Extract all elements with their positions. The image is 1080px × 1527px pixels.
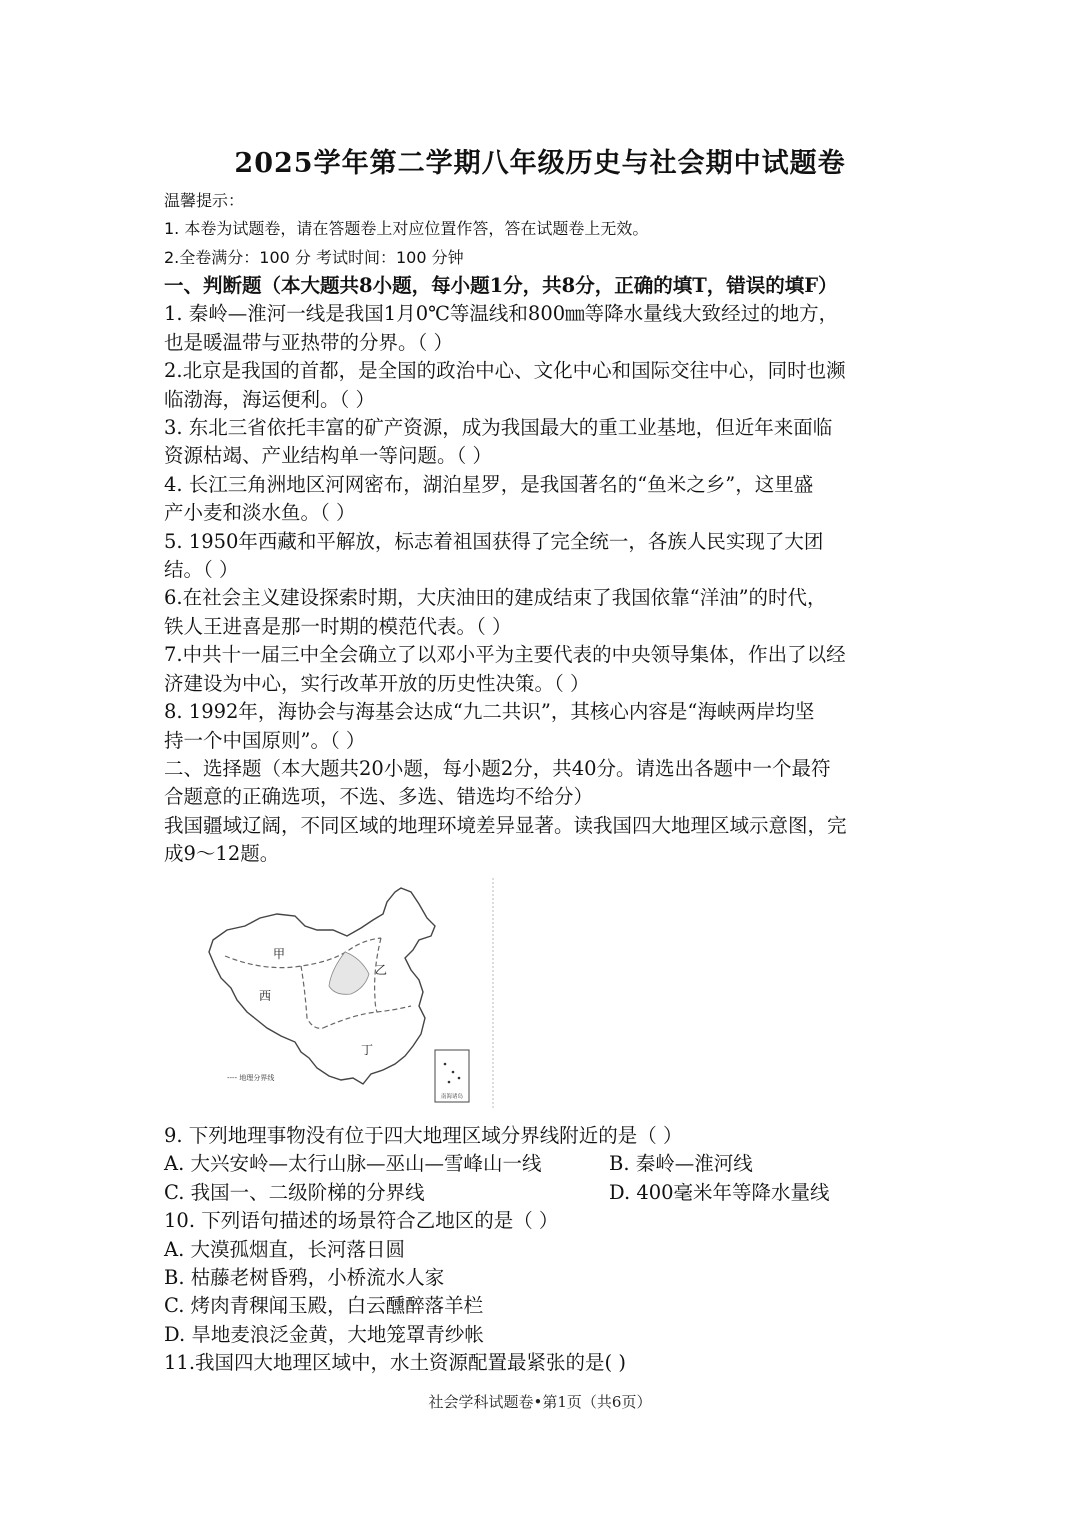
section-judgement [164, 272, 924, 755]
inset-label: 南海诸岛 [440, 1094, 464, 1100]
option-d: D. 400毫米年等降水量线 [609, 1180, 830, 1204]
question-line: 8. 1992年，海协会与海基会达成“九二共识”，其核心内容是“海峡两岸均坚 [164, 700, 815, 724]
question-line: 2.北京是我国的首都，是全国的政治中心、文化中心和国际交往中心，同时也濒 [164, 359, 846, 383]
option-row [164, 1150, 924, 1178]
section1-heading: 一、判断题（本大题共8小题，每小题1分，共8分，正确的填T，错误的填F） [164, 274, 838, 297]
option-a: A. 大兴安岭—太行山脉—巫山—雪峰山一线 [164, 1152, 542, 1176]
question-stem: 11.我国四大地理区域中，水土资源配置最紧张的是( ) [164, 1351, 626, 1375]
question-line: 4. 长江三角洲地区河网密布，湖泊星罗，是我国著名的“鱼米之乡”，这里盛 [164, 472, 814, 496]
section2-line: 成9～12题。 [164, 842, 280, 866]
tips-item: 1. 本卷为试题卷，请在答题卷上对应位置作答，答在试题卷上无效。 [164, 219, 649, 239]
option-c: C. 烤肉青稞闻玉殿，白云醺醉落羊栏 [164, 1294, 484, 1318]
question-line: 1. 秦岭—淮河一线是我国1月0℃等温线和800㎜等降水量线大致经过的地方， [164, 302, 839, 326]
tips-heading: 温馨提示： [164, 191, 245, 210]
option-a: A. 大漠孤烟直，长河落日圆 [164, 1237, 405, 1261]
question-stem: 10. 下列语句描述的场景符合乙地区的是（ ） [164, 1209, 559, 1233]
region-boundary [323, 1006, 411, 1028]
option-c: C. 我国一、二级阶梯的分界线 [164, 1180, 425, 1204]
option-b: B. 枯藤老树昏鸦，小桥流水人家 [164, 1266, 445, 1290]
region-label-xi: 西 [259, 989, 272, 1003]
section2-line: 合题意的正确选项，不选、多选、错选均不给分） [164, 785, 594, 809]
option-row [164, 1179, 924, 1207]
shaded-band [329, 952, 369, 994]
option-b: B. 秦岭—淮河线 [609, 1152, 753, 1176]
question-line: 产小麦和淡水鱼。（ ） [164, 501, 356, 525]
region-label-jia: 甲 [273, 947, 286, 961]
question-line: 7.中共十一届三中全会确立了以邓小平为主要代表的中央领导集体，作出了以经 [164, 643, 846, 667]
question-line: 持一个中国原则”。（ ） [164, 728, 366, 752]
section2-line: 二、选择题（本大题共20小题，每小题2分，共40分。请选出各题中一个最符 [164, 757, 831, 780]
map-legend: ---- 地理分界线 [227, 1074, 275, 1082]
question-line: 铁人王进喜是那一时期的模范代表。（ ） [164, 614, 512, 638]
section2-line: 我国疆域辽阔，不同区域的地理环境差异显著。读我国四大地理区域示意图，完 [164, 813, 847, 837]
question-stem: 9. 下列地理事物没有位于四大地理区域分界线附近的是（ ） [164, 1124, 683, 1147]
question-line: 3. 东北三省依托丰富的矿产资源，成为我国最大的重工业基地，但近年来面临 [164, 416, 833, 440]
question-line: 结。（ ） [164, 558, 239, 582]
choice-questions [164, 1122, 924, 1378]
page-title: 2025学年第二学期八年级历史与社会期中试题卷 [234, 148, 846, 179]
china-regions-map [205, 878, 497, 1110]
china-outline [209, 888, 435, 1084]
region-label-yi: 乙 [375, 963, 388, 977]
option-d: D. 旱地麦浪泛金黄，大地笼罩青纱帐 [164, 1322, 484, 1346]
question-line: 临渤海，海运便利。（ ） [164, 387, 375, 411]
region-boundary [301, 966, 323, 1028]
region-label-ding: 丁 [361, 1043, 374, 1057]
tips-item: 2.全卷满分：100 分 考试时间：100 分钟 [164, 247, 464, 267]
question-line: 5. 1950年西藏和平解放，标志着祖国获得了完全统一，各族人民实现了大团 [164, 529, 824, 553]
question-line: 济建设为中心，实行改革开放的历史性决策。（ ） [164, 671, 590, 695]
page-footer: 社会学科试题卷•第1页（共6页） [428, 1393, 652, 1411]
question-line: 资源枯竭、产业结构单一等问题。（ ） [164, 444, 492, 468]
tips-block [164, 187, 924, 272]
question-line: 也是暖温带与亚热带的分界。（ ） [164, 330, 453, 354]
section-choice [164, 755, 924, 869]
question-line: 6.在社会主义建设探索时期，大庆油田的建成结束了我国依靠“洋油”的时代， [164, 586, 827, 610]
